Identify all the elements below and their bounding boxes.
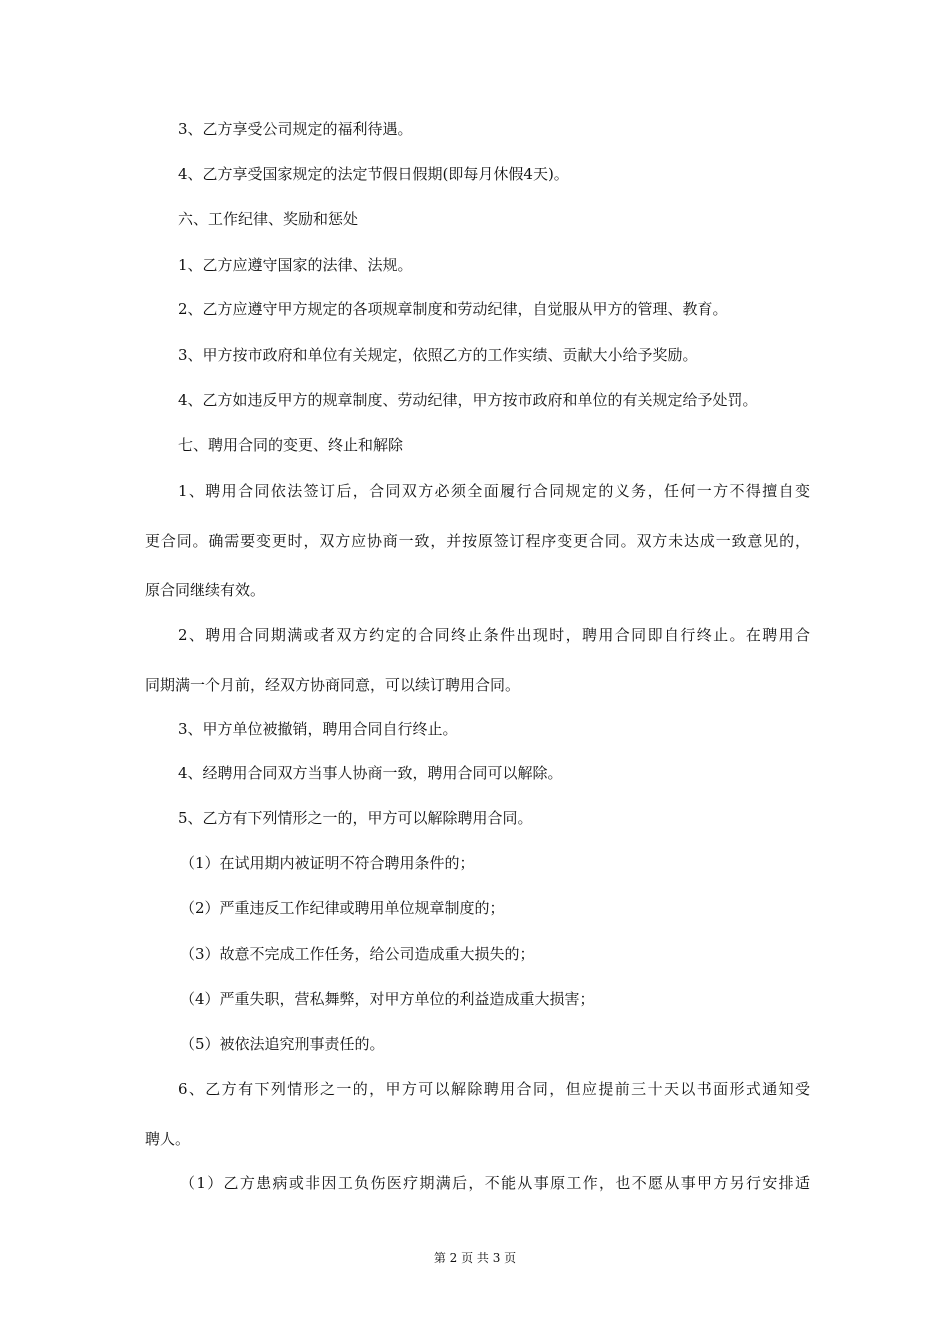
clause-7-6-line-1: 6、乙方有下列情形之一的，甲方可以解除聘用合同，但应提前三十天以书面形式通知受	[178, 1080, 810, 1098]
clause-7-2-line-1: 2、聘用合同期满或者双方约定的合同终止条件出现时，聘用合同即自行终止。在聘用合	[178, 626, 810, 644]
clause-7-1-line-1: 1、聘用合同依法签订后，合同双方必须全面履行合同规定的义务，任何一方不得擅自变	[178, 482, 810, 500]
section-heading-6: 六、工作纪律、奖励和惩处	[178, 210, 359, 228]
clause-5-4: 4、乙方享受国家规定的法定节假日假期(即每月休假4天)。	[178, 165, 569, 183]
page-number-footer: 第 2 页 共 3 页	[433, 1251, 517, 1265]
clause-7-1-line-3: 原合同继续有效。	[145, 581, 266, 599]
clause-7-6-item-1: （1）乙方患病或非因工负伤医疗期满后，不能从事原工作，也不愿从事甲方另行安排适	[180, 1174, 810, 1192]
clause-7-5-item-1: （1）在试用期内被证明不符合聘用条件的；	[180, 854, 475, 872]
clause-7-5-item-3: （3）故意不完成工作任务，给公司造成重大损失的；	[180, 945, 535, 963]
clause-7-5-item-4: （4）严重失职，营私舞弊，对甲方单位的利益造成重大损害；	[180, 990, 595, 1008]
clause-6-1: 1、乙方应遵守国家的法律、法规。	[178, 256, 413, 274]
clause-7-6-line-2: 聘人。	[145, 1130, 191, 1148]
clause-7-5-item-5: （5）被依法追究刑事责任的。	[180, 1035, 385, 1053]
clause-6-3: 3、甲方按市政府和单位有关规定，依照乙方的工作实绩、贡献大小给予奖励。	[178, 346, 698, 364]
clause-7-3: 3、甲方单位被撤销，聘用合同自行终止。	[178, 720, 458, 738]
clause-6-2: 2、乙方应遵守甲方规定的各项规章制度和劳动纪律，自觉服从甲方的管理、教育。	[178, 300, 728, 318]
clause-7-1-line-2: 更合同。确需要变更时，双方应协商一致，并按原签订程序变更合同。双方未达成一致意见的，	[145, 532, 810, 550]
clause-7-5: 5、乙方有下列情形之一的，甲方可以解除聘用合同。	[178, 809, 533, 827]
section-heading-7: 七、聘用合同的变更、终止和解除	[178, 436, 404, 454]
clause-7-4: 4、经聘用合同双方当事人协商一致，聘用合同可以解除。	[178, 764, 563, 782]
clause-7-2-line-2: 同期满一个月前，经双方协商同意，可以续订聘用合同。	[145, 676, 521, 694]
clause-5-3: 3、乙方享受公司规定的福利待遇。	[178, 120, 413, 138]
clause-7-5-item-2: （2）严重违反工作纪律或聘用单位规章制度的；	[180, 899, 505, 917]
clause-6-4: 4、乙方如违反甲方的规章制度、劳动纪律，甲方按市政府和单位的有关规定给予处罚。	[178, 391, 758, 409]
